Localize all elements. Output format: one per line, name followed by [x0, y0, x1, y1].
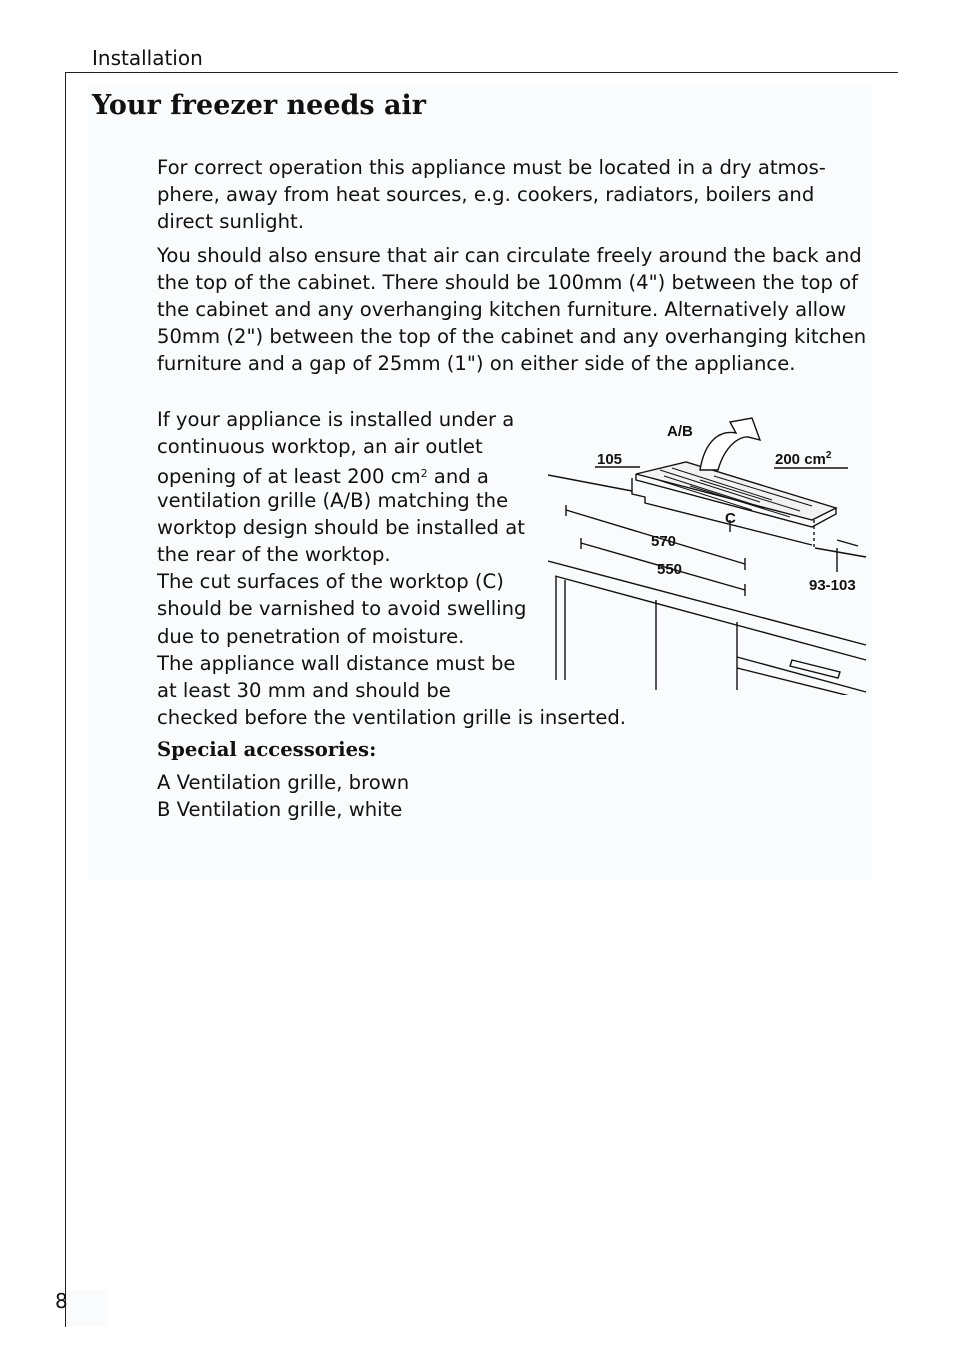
page-number-tab	[66, 1290, 108, 1326]
worktop-text-line: at least 30 mm and should be	[157, 679, 451, 702]
accessory-item-a: A Ventilation grille, brown	[157, 771, 410, 794]
header-rule	[65, 72, 898, 73]
worktop-right-back-edge	[815, 548, 866, 557]
worktop-text-line: due to penetration of moisture.	[157, 625, 465, 648]
diagram-label-ab: A/B	[667, 423, 693, 440]
diagram-label-550: 550	[657, 561, 683, 578]
worktop-text-line: the rear of the worktop.	[157, 543, 391, 566]
worktop-text-line: opening of at least 200 $cm^2$ and a	[157, 465, 489, 488]
diagram-label-c: C	[725, 510, 736, 527]
intro-paragraph: For correct operation this appliance must be located in a dry atmos-phere, away from heat sources, e.g. cookers, radiators, boilers and direct sunlight.	[157, 156, 826, 233]
worktop-back-edge	[548, 475, 632, 491]
worktop-ventilation-diagram	[548, 410, 870, 695]
diagram-label-93-103: 93-103	[809, 577, 856, 594]
worktop-text-line: worktop design should be installed at	[157, 516, 525, 539]
diagram-label-105: 105	[597, 451, 623, 468]
circulation-paragraph: You should also ensure that air can circulate freely around the back and the top of the cabinet. There should be 100mm (4") between the top of the cabinet and any overhanging kitchen furniture. Alternatively allow 50mm (2") between the top of the cabinet and any overhanging kitchen furniture and a gap of 25mm (1") on either side of the appliance.	[157, 244, 867, 375]
airflow-arrow	[700, 418, 760, 470]
worktop-text-line: checked before the ventilation grille is inserted.	[157, 706, 627, 729]
margin-rule	[65, 72, 66, 1327]
worktop-front-edge	[548, 561, 866, 645]
worktop-text-line: The cut surfaces of the worktop (C)	[157, 570, 504, 593]
page-number: 8	[55, 1289, 68, 1313]
worktop-text-line: If your appliance is installed under a	[157, 408, 515, 431]
worktop-text-line: The appliance wall distance must be	[157, 652, 516, 675]
accessory-item-b: B Ventilation grille, white	[157, 798, 403, 821]
diagram-label-area: 200 $cm^2$	[775, 450, 832, 468]
drawer-bottom-edge	[737, 668, 866, 695]
diagram-label-570: 570	[651, 533, 677, 550]
worktop-text-line: continuous worktop, an air outlet	[157, 435, 483, 458]
drawer-handle	[790, 660, 840, 678]
section-header: Installation	[92, 46, 203, 70]
page-title: Your freezer needs air	[92, 90, 426, 121]
worktop-text-line: should be varnished to avoid swelling	[157, 597, 527, 620]
accessories-heading: Special accessories:	[157, 738, 377, 761]
worktop-text-line: ventilation grille (A/B) matching the	[157, 489, 509, 512]
